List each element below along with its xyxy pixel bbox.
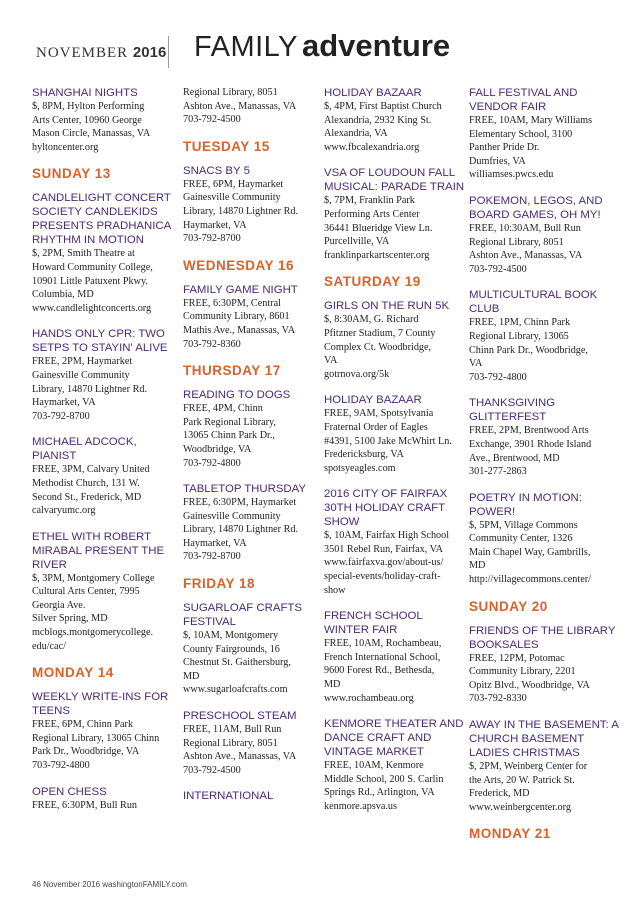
event-details <box>183 178 329 246</box>
event-detail-line: 703-792-8700 <box>32 410 90 422</box>
day-heading: MONDAY 14 <box>32 665 114 681</box>
event-details <box>183 629 329 697</box>
day-heading: SUNDAY 13 <box>32 166 111 182</box>
event-details <box>183 496 329 564</box>
event-detail-line: Alexandria, VA <box>324 128 388 140</box>
event-title: THANKSGIVING GLITTERFEST <box>469 397 556 424</box>
event-listing <box>469 718 619 814</box>
event-detail-line: Georgia Ave. <box>32 599 86 611</box>
event-detail-line: $, 5PM, Village Commons <box>469 519 578 531</box>
issue-date <box>36 44 166 62</box>
event-details <box>324 637 470 705</box>
event-detail-line: 10901 Little Patuxent Pkwy. <box>32 275 148 287</box>
event-detail-line: FREE, 10AM, Kenmore <box>324 760 424 772</box>
day-heading: TUESDAY 15 <box>183 138 270 154</box>
event-detail-line: Ave., Brentwood, MD <box>469 452 560 464</box>
event-detail-line: 703-792-8360 <box>183 338 241 350</box>
event-detail-line: Gainesville Community <box>32 369 130 381</box>
event-details <box>324 313 470 381</box>
event-listing <box>324 166 470 262</box>
column-4 <box>469 86 619 851</box>
event-title: SUGARLOAF CRAFTS FESTIVAL <box>183 602 302 629</box>
event-detail-line: FREE, 6PM, Haymarket <box>183 178 284 190</box>
event-details <box>32 572 178 654</box>
event-detail-line: www.rochambeau.org <box>324 692 414 704</box>
day-heading: SATURDAY 19 <box>324 274 421 290</box>
event-detail-line: $, 8PM, Hylton Performing <box>32 101 145 112</box>
event-detail-line: Howard Community College, <box>32 261 153 273</box>
event-listing <box>32 690 178 772</box>
event-detail-line: $, 7PM, Franklin Park <box>324 195 415 207</box>
event-detail-line: Community Center, 1326 <box>469 533 573 545</box>
event-title: HANDS ONLY CPR: TWO SETPS TO STAYIN' ALIVE <box>32 328 168 355</box>
event-detail-line: FREE, 3PM, Calvary United <box>32 464 150 476</box>
event-listing <box>32 191 178 315</box>
event-listing <box>469 288 619 384</box>
event-detail-line: www.sugarloafcrafts.com <box>183 684 288 696</box>
event-title: FALL FESTIVAL AND VENDOR FAIR <box>469 87 578 113</box>
event-listing <box>324 299 470 381</box>
page-header <box>32 28 622 74</box>
event-title: GIRLS ON THE RUN 5K <box>324 300 450 313</box>
event-title: PRESCHOOL STEAM <box>183 710 297 723</box>
event-details <box>183 402 329 470</box>
event-detail-line: $, 10AM, Montgomery <box>183 630 279 642</box>
event-title: CANDLELIGHT CONCERT SOCIETY CANDLEKIDS PRESENTS PRADHANICA RHYTHM IN MOTION <box>32 192 171 247</box>
event-detail-line: $, 4PM, First Baptist Church <box>324 101 442 112</box>
event-listing <box>183 601 329 697</box>
event-detail-line: FREE, 10:30AM, Bull Run <box>469 222 581 234</box>
event-detail-line: Regional Library, 8051 <box>183 737 278 749</box>
event-detail-line: Ashton Ave., Manassas, VA <box>183 751 297 763</box>
event-listing <box>183 283 329 351</box>
event-title: FRENCH SCHOOL WINTER FAIR <box>324 610 423 637</box>
event-detail-line: Cultural Arts Center, 7995 <box>32 586 140 598</box>
event-detail-line: $, 8:30AM, G. Richard <box>324 314 419 326</box>
event-detail-line: http://villagecommons.center/ <box>469 574 591 586</box>
event-listing <box>32 435 178 517</box>
event-details <box>469 316 619 384</box>
event-detail-line: 9600 Forest Rd., Bethesda, <box>324 665 435 677</box>
day-heading: SUNDAY 20 <box>469 598 548 614</box>
event-detail-line: Gainesville Community <box>183 192 281 204</box>
event-details <box>32 355 178 423</box>
event-detail-line: 36441 Blueridge View Ln. <box>324 222 433 234</box>
event-detail-line: Silver Spring, MD <box>32 613 108 625</box>
event-title: POETRY IN MOTION: POWER! <box>469 491 582 518</box>
event-detail-line: 301-277-2863 <box>469 466 527 478</box>
event-title: AWAY IN THE BASEMENT: A CHURCH BASEMENT LADIES CHRISTMAS <box>469 719 619 760</box>
event-title: HOLIDAY BAZAAR <box>324 87 422 99</box>
event-listing <box>324 487 470 597</box>
event-details <box>32 463 178 517</box>
event-detail-line: 703-792-8700 <box>183 551 241 563</box>
event-detail-line: Pfitzner Stadium, 7 County <box>324 327 436 339</box>
event-details <box>324 407 470 475</box>
event-detail-line: Panther Pride Dr. <box>469 142 540 154</box>
issue-year: 2016 <box>132 44 167 61</box>
event-listing <box>32 327 178 423</box>
event-detail-line: Regional Library, 8051 <box>469 236 564 248</box>
event-title: FRIENDS OF THE LIBRARY BOOKSALES <box>469 624 616 651</box>
event-detail-line: FREE, 6:30PM, Haymarket <box>183 497 297 509</box>
event-title: TABLETOP THURSDAY <box>183 483 307 496</box>
event-detail-line: www.weinbergcenter.org <box>469 801 571 813</box>
day-heading: THURSDAY 17 <box>183 363 281 379</box>
event-detail-line: 3501 Rebel Run, Fairfax, VA <box>324 543 444 555</box>
event-details <box>324 194 470 262</box>
event-detail-line: FREE, 6PM, Chinn Park <box>32 719 134 731</box>
brand-family: FAMILY <box>194 31 298 63</box>
event-detail-line: Library, 14870 Lightner Rd. <box>183 205 299 217</box>
column-2 <box>183 86 329 815</box>
event-detail-line: Second St., Frederick, MD <box>32 491 142 503</box>
event-detail-line: Chinn Park Dr., Woodbridge, <box>469 344 588 356</box>
event-detail-line: Opitz Blvd., Woodbridge, VA <box>469 679 590 691</box>
event-detail-line: Woodbridge, VA <box>183 443 252 455</box>
event-detail-line: Purcellville, VA <box>324 236 390 248</box>
header-divider <box>168 36 169 68</box>
event-listing <box>324 86 470 154</box>
event-detail-line: Regional Library, 13065 Chinn <box>32 732 160 744</box>
day-heading: WEDNESDAY 16 <box>183 257 295 273</box>
event-detail-line: Exchange, 3901 Rhode Island <box>469 438 592 450</box>
event-detail-line: www.fbcalexandria.org <box>324 141 420 153</box>
event-listing <box>183 709 329 777</box>
event-detail-line: Chestnut St. Gaithersburg, <box>183 657 291 669</box>
event-detail-line: Park Dr., Woodbridge, VA <box>32 746 140 758</box>
event-details <box>183 723 329 777</box>
event-detail-line: Fredericksburg, VA <box>324 449 404 461</box>
event-detail-line: show <box>324 584 346 596</box>
event-title: POKEMON, LEGOS, AND BOARD GAMES, OH MY! <box>469 194 603 221</box>
event-detail-line: MD <box>469 560 486 572</box>
event-listing <box>183 789 329 803</box>
event-title: 2016 CITY OF FAIRFAX 30TH HOLIDAY CRAFT SHOW <box>324 488 448 529</box>
event-details <box>324 759 470 813</box>
event-title: READING TO DOGS <box>183 389 291 402</box>
event-detail-line: 703-792-4800 <box>32 760 90 772</box>
event-details <box>469 222 619 276</box>
event-detail-line: 703-792-4500 <box>183 764 241 776</box>
event-detail-line: Performing Arts Center <box>324 208 420 220</box>
event-listing <box>324 393 470 475</box>
event-title: SHANGHAI NIGHTS <box>32 87 138 99</box>
event-detail-line: Ashton Ave., Manassas, VA <box>183 100 297 112</box>
event-detail-line: williamses.pwcs.edu <box>469 169 554 181</box>
event-detail-line: #4391, 5100 Jake McWhirt Ln. <box>324 435 452 447</box>
event-title: WEEKLY WRITE-INS FOR TEENS <box>32 691 169 718</box>
event-detail-line: the Arts, 20 W. Patrick St. <box>469 774 575 786</box>
event-detail-line: calvaryumc.org <box>32 505 96 517</box>
event-detail-line: Gainesville Community <box>183 510 281 522</box>
event-details <box>469 424 619 478</box>
event-detail-line: Fraternal Order of Eagles <box>324 421 428 433</box>
event-detail-line: Methodist Church, 131 W. <box>32 477 140 489</box>
event-listing <box>32 785 178 813</box>
event-detail-line: Library, 14870 Lightner Rd. <box>32 383 148 395</box>
event-detail-line: Haymarket, VA <box>183 219 247 231</box>
event-listing <box>469 491 619 587</box>
event-detail-line: Arts Center, 10960 George <box>32 114 142 126</box>
event-details <box>469 652 619 706</box>
event-details <box>32 799 178 813</box>
event-detail-line: MD <box>324 679 341 691</box>
event-detail-line: Dumfries, VA <box>469 155 526 167</box>
event-detail-line: FREE, 9AM, Spotsylvania <box>324 408 434 420</box>
day-heading: FRIDAY 18 <box>183 576 256 592</box>
event-detail-line: $, 10AM, Fairfax High School <box>324 530 450 542</box>
event-listing <box>469 396 619 478</box>
event-details <box>469 760 619 814</box>
event-title: ETHEL WITH ROBERT MIRABAL PRESENT THE RIVER <box>32 530 165 571</box>
event-title: MICHAEL ADCOCK, PIANIST <box>32 436 137 463</box>
event-details <box>183 297 329 351</box>
event-detail-line: gotrnova.org/5k <box>324 368 390 380</box>
event-detail-line: $, 2PM, Weinberg Center for <box>469 761 588 773</box>
event-detail-line: 703-792-8700 <box>183 233 241 245</box>
event-listing <box>183 388 329 470</box>
event-detail-line: Ashton Ave., Manassas, VA <box>469 250 583 262</box>
event-detail-line: $, 3PM, Montgomery College <box>32 572 155 584</box>
event-detail-line: FREE, 6:30PM, Central <box>183 297 281 309</box>
event-listing <box>32 86 178 154</box>
event-detail-line: Complex Ct. Woodbridge, <box>324 341 432 353</box>
event-detail-line: hyltoncenter.org <box>32 141 99 153</box>
event-listing <box>469 194 619 276</box>
event-detail-line: 703-792-4800 <box>469 371 527 383</box>
event-detail-line: Mason Circle, Manassas, VA <box>32 128 151 140</box>
event-detail-line: edu/cac/ <box>32 640 66 652</box>
event-title: INTERNATIONAL <box>183 790 274 803</box>
event-detail-line: www.candlelightconcerts.org <box>32 302 152 314</box>
event-detail-line: www.fairfaxva.gov/about-us/ <box>324 557 444 569</box>
event-details <box>469 519 619 587</box>
event-details <box>32 100 178 154</box>
event-title: MULTICULTURAL BOOK CLUB <box>469 289 598 316</box>
issue-month: NOVEMBER <box>36 45 129 61</box>
brand-adventure: adventure <box>302 28 451 63</box>
event-detail-line: mcblogs.montgomerycollege. <box>32 627 154 639</box>
event-detail-line: 703-792-4800 <box>183 457 241 469</box>
event-detail-line: special-events/holiday-craft- <box>324 571 441 583</box>
event-details <box>469 114 619 182</box>
page-footer: 46 November 2016 washingtonFAMILY.com <box>32 880 187 889</box>
event-title: FAMILY GAME NIGHT <box>183 283 298 296</box>
event-detail-line: French International School, <box>324 651 441 663</box>
event-detail-line: FREE, 2PM, Brentwood Arts <box>469 425 589 437</box>
event-detail-line: 703-792-8330 <box>469 693 527 705</box>
event-details <box>324 529 470 597</box>
event-detail-line: spotsyeagles.com <box>324 462 396 474</box>
event-detail-line: Haymarket, VA <box>183 537 247 549</box>
event-detail-line: Middle School, 200 S. Carlin <box>324 773 444 785</box>
event-detail-line: kenmore.apsva.us <box>324 801 397 812</box>
event-listing <box>324 609 470 705</box>
event-details <box>32 718 178 772</box>
event-detail-line: VA <box>324 355 338 367</box>
event-detail-line: Frederick, MD <box>469 788 530 800</box>
event-detail-line: Mathis Ave., Manassas, VA <box>183 324 296 336</box>
event-title: VSA OF LOUDOUN FALL MUSICAL: PARADE TRAIN <box>324 167 465 194</box>
event-detail-line: 13065 Chinn Park Dr., <box>183 430 275 442</box>
event-detail-line: 703-792-4500 <box>183 114 241 126</box>
event-detail-line: Library, 14870 Lightner Rd. <box>183 524 299 536</box>
event-detail-line: Columbia, MD <box>32 289 94 301</box>
event-detail-line: County Fairgrounds, 16 <box>183 643 280 655</box>
event-title: SNACS BY 5 <box>183 164 250 177</box>
event-detail-line: $, 2PM, Smith Theatre at <box>32 248 135 260</box>
event-detail-line: FREE, 2PM, Haymarket <box>32 356 133 368</box>
event-details <box>32 247 178 315</box>
event-listing <box>469 86 619 182</box>
event-detail-line: Park Regional Library, <box>183 416 276 428</box>
event-title: KENMORE THEATER AND DANCE CRAFT AND VINTAGE MARKET <box>324 718 464 759</box>
event-listing <box>324 717 470 813</box>
event-detail-line: franklinparkartscenter.org <box>324 249 430 261</box>
event-detail-line: FREE, 10AM, Rochambeau, <box>324 638 442 650</box>
event-details <box>183 86 329 127</box>
event-detail-line: Alexandria, 2932 King St. <box>324 114 432 126</box>
event-title: OPEN CHESS <box>32 785 107 798</box>
event-listing <box>183 86 329 127</box>
event-detail-line: Regional Library, 8051 <box>183 87 278 98</box>
event-detail-line: MD <box>183 670 200 682</box>
event-detail-line: FREE, 10AM, Mary Williams <box>469 115 593 126</box>
event-detail-line: FREE, 12PM, Potomac <box>469 652 565 664</box>
event-details <box>324 100 470 154</box>
event-detail-line: Community Library, 2201 <box>469 666 576 678</box>
event-listing <box>183 164 329 246</box>
event-listing <box>183 482 329 564</box>
event-detail-line: FREE, 1PM, Chinn Park <box>469 317 571 329</box>
event-title: HOLIDAY BAZAAR <box>324 394 422 407</box>
event-detail-line: Main Chapel Way, Gambrills, <box>469 546 591 558</box>
event-detail-line: 703-792-4500 <box>469 263 527 275</box>
event-detail-line: FREE, 4PM, Chinn <box>183 403 263 415</box>
column-3 <box>324 86 470 826</box>
event-detail-line: FREE, 6:30PM, Bull Run <box>32 799 138 811</box>
section-brand <box>194 28 450 64</box>
event-detail-line: FREE, 11AM, Bull Run <box>183 724 282 736</box>
event-detail-line: VA <box>469 358 483 370</box>
event-detail-line: Regional Library, 13065 <box>469 330 569 342</box>
day-heading: MONDAY 21 <box>469 826 551 842</box>
event-detail-line: Haymarket, VA <box>32 397 96 409</box>
event-listing <box>32 530 178 654</box>
event-detail-line: Community Library, 8601 <box>183 311 290 323</box>
event-listing <box>469 624 619 706</box>
column-1 <box>32 86 178 824</box>
event-detail-line: Elementary School, 3100 <box>469 128 573 140</box>
event-detail-line: Springs Rd., Arlington, VA <box>324 787 435 799</box>
